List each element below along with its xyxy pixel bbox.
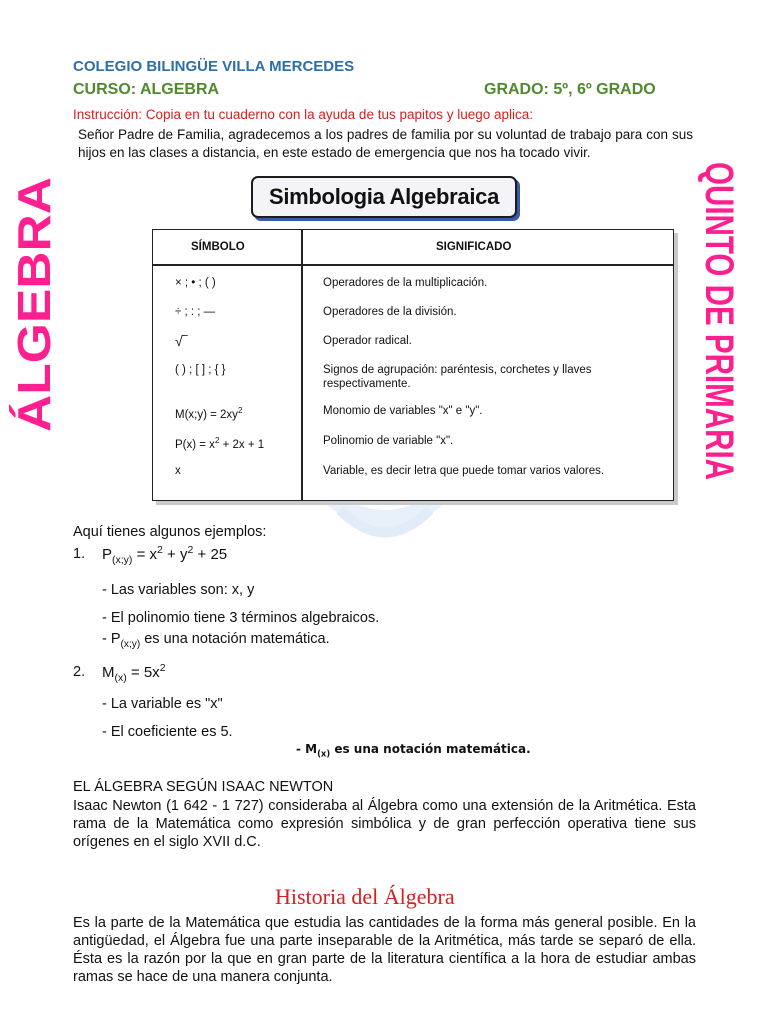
- newton-paragraph: Isaac Newton (1 642 - 1 727) consideraba al Álgebra como una extensión de la Aritmética. Esta rama de la Matemática como expresión simbólica y de gran perfección operativa tiene sus orígenes en el siglo XVII d.C.: [73, 798, 696, 850]
- intro-paragraph: Señor Padre de Familia, agradecemos a los padres de familia por su voluntad de trabajo para con sus hijos en las clases a distancia, en este estado de emergencia que nos ha tocado vivir.: [78, 127, 693, 160]
- example-1-bullet: - $P_{(x;y)}$ es una notación matemática.: [102, 631, 330, 650]
- table-title-badge: Simbologia Algebraica: [251, 176, 517, 218]
- example-2-bullet: - $M_{(x)}$ es una notación matemática.: [296, 742, 531, 759]
- example-1-number: 1.: [73, 546, 86, 562]
- newton-heading: EL ÁLGEBRA SEGÚN ISAAC NEWTON: [73, 779, 334, 795]
- example-2-equation: $M_{(x)} = 5x^2$: [102, 662, 166, 684]
- row-meaning: Variable, es decir letra que puede tomar varios valores.: [323, 465, 605, 477]
- historia-paragraph: Es la parte de la Matemática que estudia las cantidades de la forma más general posible. En la antigüedad, el Álgebra fue una parte inseparable de la Aritmética, más tarde se separó de ella. Ésta es la razón por la que en gran parte de la literatura científica a la hora de estudiar ambas ramas se hace de una manera conjunta.: [73, 915, 696, 985]
- row-symbol: $P(x) = x^2 + 2x + 1$: [175, 436, 265, 451]
- side-label-algebra: [10, 170, 58, 440]
- side-label-grade: [697, 158, 744, 593]
- historia-heading: Historia del Álgebra: [275, 884, 455, 909]
- column-header-meaning: SIGNIFICADO: [436, 241, 512, 253]
- side-label-grade-text: QUINTO DE PRIMARIA: [697, 162, 741, 593]
- school-name: COLEGIO BILINGÜE VILLA MERCEDES: [73, 58, 355, 75]
- example-1-equation: $P_{(x;y)} = x^2 + y^2 + 25$: [102, 544, 228, 566]
- example-2-number: 2.: [73, 664, 86, 680]
- example-1-bullet: - Las variables son: x, y: [102, 582, 255, 598]
- row-meaning: Monomio de variables "x" e "y".: [323, 405, 483, 417]
- row-meaning: Operador radical.: [323, 335, 412, 347]
- example-2-bullet: - El coeficiente es 5.: [102, 724, 233, 740]
- row-meaning: Operadores de la división.: [323, 306, 457, 318]
- row-meaning: Operadores de la multiplicación.: [323, 277, 488, 289]
- column-header-symbol: SÍMBOLO: [191, 241, 245, 253]
- grade-label: GRADO: 5º, 6º GRADO: [484, 81, 656, 98]
- side-label-algebra-text: ÁLGEBRA: [8, 204, 60, 432]
- example-2-bullet: - La variable es "x": [102, 696, 223, 712]
- radical-symbol: √‾: [175, 333, 188, 349]
- examples-intro: Aquí tienes algunos ejemplos:: [73, 524, 267, 540]
- row-symbol: ÷ ; : ; —: [175, 306, 216, 318]
- instruction-text: Instrucción: Copia en tu cuaderno con la ayuda de tus papitos y luego aplica:: [73, 107, 534, 122]
- example-1-bullet: - El polinomio tiene 3 términos algebraicos.: [102, 610, 380, 626]
- row-meaning: Polinomio de variable "x".: [323, 435, 454, 447]
- row-symbol: M(x;y) = $2xy^2$: [175, 406, 243, 421]
- row-meaning: Signos de agrupación: paréntesis, corchetes y llaves respectivamente.: [323, 364, 592, 390]
- row-symbol: ( ) ; [ ] ; { }: [175, 364, 226, 376]
- row-symbol: × ; • ; ( ): [175, 277, 216, 289]
- symbol-table: [152, 229, 674, 501]
- course-label: CURSO: ALGEBRA: [73, 81, 220, 98]
- row-symbol: x: [175, 465, 181, 477]
